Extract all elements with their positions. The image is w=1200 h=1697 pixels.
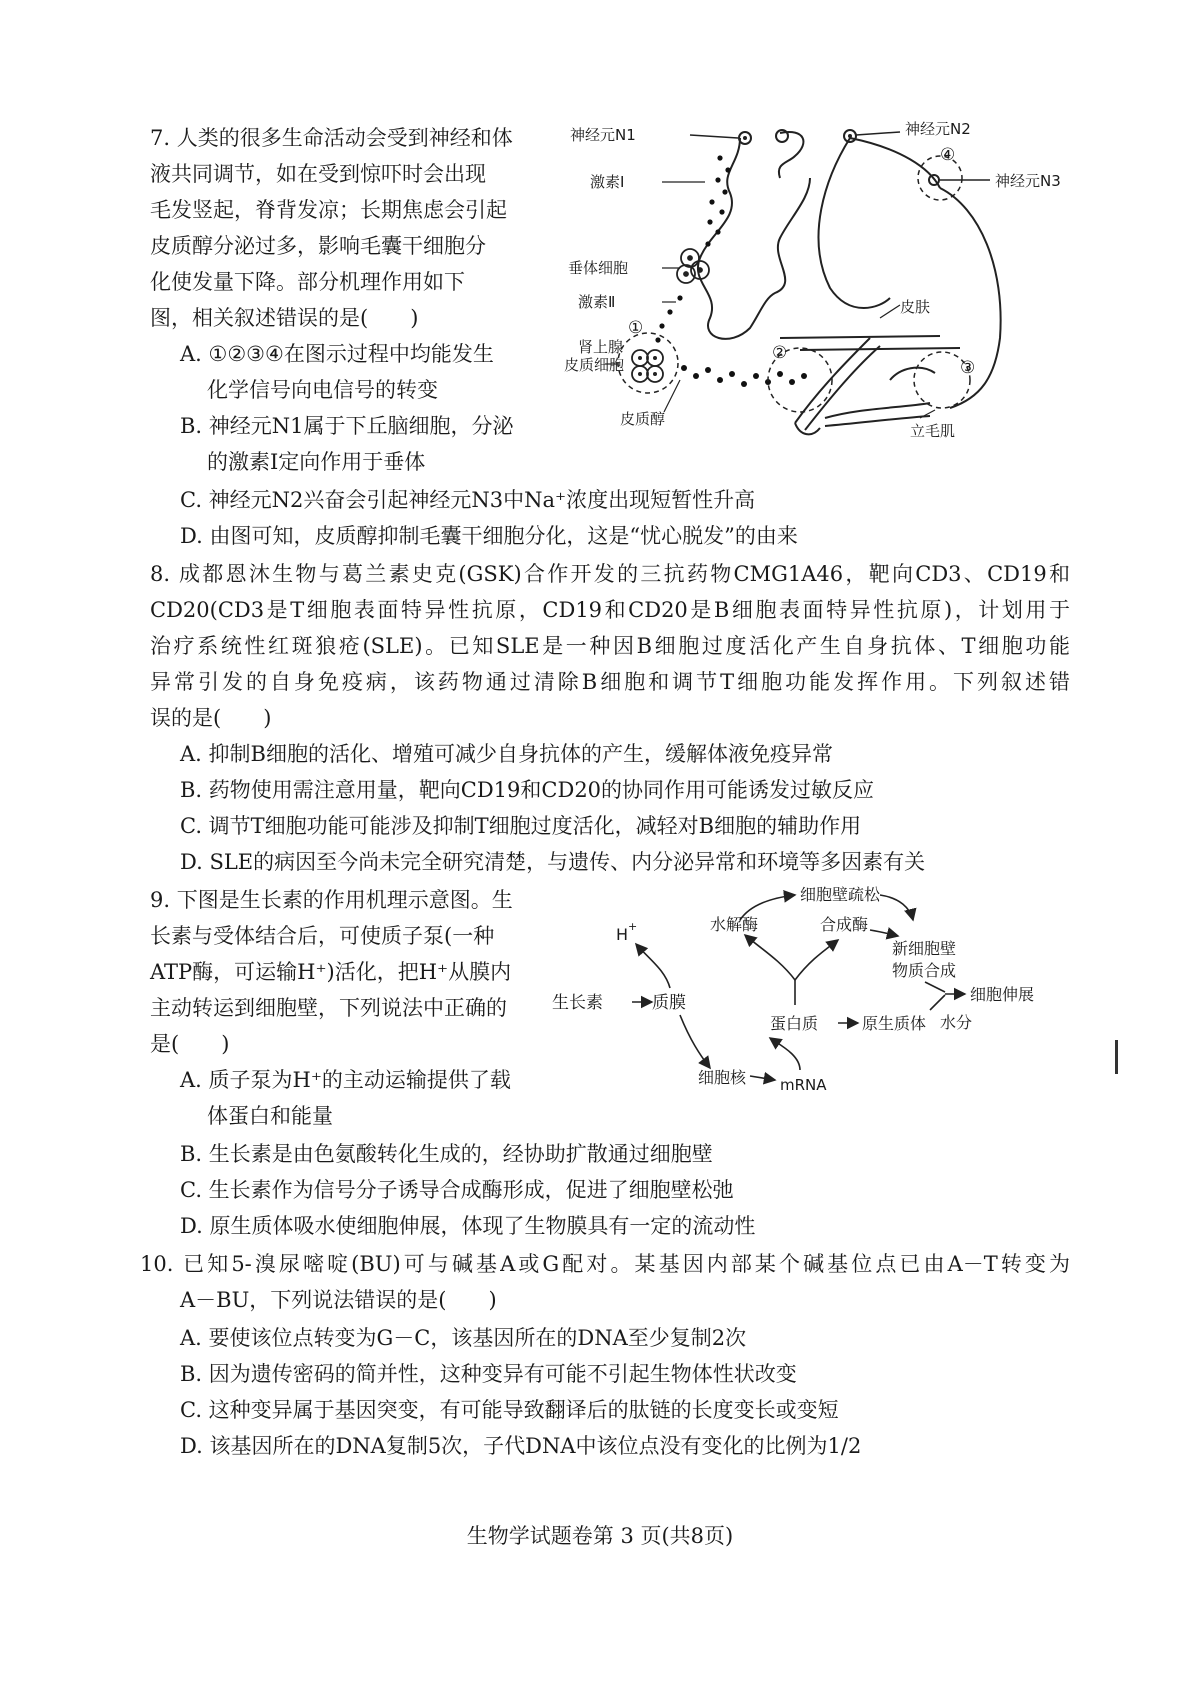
q7-stem-line: 皮质醇分泌过多，影响毛囊干细胞分 <box>150 234 486 258</box>
label-skin: 皮肤 <box>900 298 931 316</box>
q7-option-a: A. ①②③④在图示过程中均能发生 <box>180 342 494 366</box>
label-circle-1: ① <box>628 318 644 338</box>
q9-option-a: A. 质子泵为H⁺的主动运输提供了载 <box>180 1068 511 1092</box>
q10-option-c: C. 这种变异属于基因突变，有可能导致翻译后的肽链的长度变长或变短 <box>180 1398 839 1422</box>
label-water: 水分 <box>940 1013 973 1032</box>
q8-stem-line: 异常引发的自身免疫病，该药物通过清除B细胞和调节T细胞功能发挥作用。下列叙述错 <box>150 670 1070 694</box>
neuron-n1 <box>690 132 751 144</box>
q10-stem-line: 10. 已知5-溴尿嘧啶(BU)可与碱基A或G配对。某基因内部某个碱基位点已由A－T转变为 <box>140 1252 1070 1276</box>
q7-stem-line: 液共同调节，如在受到惊吓时会出现 <box>150 162 486 186</box>
q8-option-b: B. 药物使用需注意用量，靶向CD19和CD20的协同作用可能诱发过敏反应 <box>180 778 875 802</box>
label-circle-3: ③ <box>960 358 976 378</box>
q9-stem-line: ATP酶，可运输H⁺)活化，把H⁺从膜内 <box>150 960 512 984</box>
pituitary-cells <box>677 249 709 283</box>
q8-stem-line: CD20(CD3是T细胞表面特异性抗原，CD19和CD20是B细胞表面特异性抗原)，计划用于 <box>150 598 1070 622</box>
label-new-wall-1: 新细胞壁 <box>892 939 957 958</box>
q10-stem-line: A－BU，下列说法错误的是( ) <box>180 1288 497 1312</box>
q7-option-b-cont: 的激素Ⅰ定向作用于垂体 <box>207 450 426 474</box>
label-cortisol: 皮质醇 <box>620 410 666 428</box>
label-protein: 蛋白质 <box>770 1014 819 1033</box>
label-protoplast: 原生质体 <box>862 1014 927 1033</box>
label-n1: 神经元N1 <box>570 126 636 144</box>
q9-auxin-diagram <box>552 880 1070 1100</box>
q9-stem-line: 是( ) <box>150 1032 230 1056</box>
q10-option-d: D. 该基因所在的DNA复制5次，子代DNA中该位点没有变化的比例为1/2 <box>180 1434 862 1458</box>
label-h: H <box>616 925 629 944</box>
label-mrna: mRNA <box>780 1076 827 1094</box>
label-muscle: 立毛肌 <box>910 422 956 440</box>
label-circle-4: ④ <box>940 145 956 165</box>
q7-neuro-diagram <box>564 118 1070 463</box>
label-adrenal-1: 肾上腺 <box>578 338 624 356</box>
q7-option-b: B. 神经元N1属于下丘脑细胞，分泌 <box>180 414 514 438</box>
q9-option-d: D. 原生质体吸水使细胞伸展，体现了生物膜具有一定的流动性 <box>180 1214 756 1238</box>
q9-stem-line: 主动转运到细胞壁，下列说法中正确的 <box>150 996 507 1020</box>
hormone-1-dots <box>705 155 730 246</box>
q9-option-a-cont: 体蛋白和能量 <box>207 1104 333 1128</box>
q7-stem-line: 图，相关叙述错误的是( ) <box>150 306 419 330</box>
page-footer: 生物学试题卷第 3 页(共8页) <box>466 1524 734 1548</box>
label-synthase: 合成酶 <box>820 915 869 934</box>
label-n3: 神经元N3 <box>995 172 1061 190</box>
q7-stem-line: 化使发量下降。部分机理作用如下 <box>150 270 465 294</box>
label-new-wall-2: 物质合成 <box>892 961 957 980</box>
cortisol-dots <box>681 365 807 387</box>
q7-option-a-cont: 化学信号向电信号的转变 <box>207 378 438 402</box>
label-nucleus: 细胞核 <box>698 1068 747 1087</box>
label-circle-2: ② <box>772 343 788 363</box>
label-hormone-2: 激素Ⅱ <box>578 293 616 311</box>
q8-stem-line: 8. 成都恩沐生物与葛兰素史克(GSK)合作开发的三抗药物CMG1A46，靶向CD3、CD19和 <box>150 562 1070 586</box>
label-hydrolase: 水解酶 <box>710 915 759 934</box>
label-extension: 细胞伸展 <box>970 985 1035 1004</box>
q8-option-a: A. 抑制B细胞的活化、增殖可减少自身抗体的产生，缓解体液免疫异常 <box>180 742 833 766</box>
q10-option-a: A. 要使该位点转变为G－C，该基因所在的DNA至少复制2次 <box>180 1326 747 1350</box>
label-pituitary: 垂体细胞 <box>568 259 629 277</box>
q7-option-c: C. 神经元N2兴奋会引起神经元N3中Na⁺浓度出现短暂性升高 <box>180 488 756 512</box>
label-hplus: + <box>628 920 638 933</box>
label-wall-loose: 细胞壁疏松 <box>800 885 881 904</box>
q8-option-c: C. 调节T细胞功能可能涉及抑制T细胞过度活化，减轻对B细胞的辅助作用 <box>180 814 862 838</box>
q7-stem-line: 7. 人类的很多生命活动会受到神经和体 <box>150 126 513 150</box>
q7-option-d: D. 由图可知，皮质醇抑制毛囊干细胞分化，这是“忧心脱发”的由来 <box>180 524 798 548</box>
q9-option-c: C. 生长素作为信号分子诱导合成酶形成，促进了细胞壁松弛 <box>180 1178 734 1202</box>
q9-stem-line: 9. 下图是生长素的作用机理示意图。生 <box>150 888 513 912</box>
label-hormone-1: 激素Ⅰ <box>590 173 625 191</box>
q10-option-b: B. 因为遗传密码的简并性，这种变异有可能不引起生物体性状改变 <box>180 1362 797 1386</box>
q8-option-d: D. SLE的病因至今尚未完全研究清楚，与遗传、内分泌异常和环境等多因素有关 <box>180 850 926 874</box>
label-auxin: 生长素 <box>552 993 603 1013</box>
adrenal-cells <box>618 333 678 393</box>
q7-stem-line: 毛发竖起，脊背发凉；长期焦虑会引起 <box>150 198 507 222</box>
q8-stem-line: 误的是( ) <box>150 706 272 730</box>
scan-mark <box>1115 1040 1118 1074</box>
label-membrane: 质膜 <box>652 993 686 1013</box>
q9-option-b: B. 生长素是由色氨酸转化生成的，经协助扩散通过细胞壁 <box>180 1142 713 1166</box>
label-adrenal-2: 皮质细胞 <box>564 356 625 374</box>
label-n2: 神经元N2 <box>905 120 971 138</box>
q8-stem-line: 治疗系统性红斑狼疮(SLE)。已知SLE是一种因B细胞过度活化产生自身抗体、T细胞功能 <box>150 634 1070 658</box>
q9-stem-line: 长素与受体结合后，可使质子泵(一种 <box>150 924 495 948</box>
